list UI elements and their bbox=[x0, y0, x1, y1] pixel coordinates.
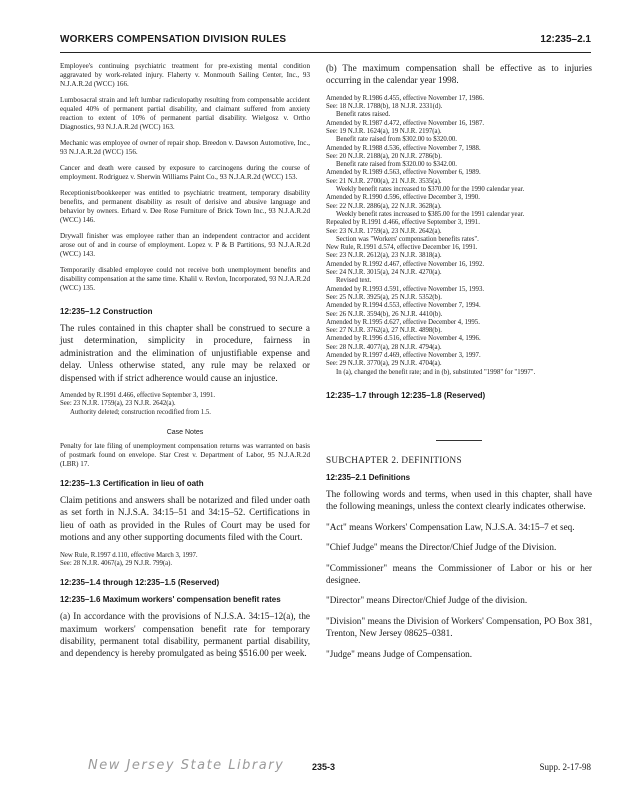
history-line: Amended by R.1990 d.596, effective December 3, 1990. bbox=[326, 194, 480, 202]
history-line: Benefit rate raised from $302.00 to $320.00. bbox=[336, 136, 457, 144]
history-line: Amended by R.1995 d.627, effective December 4, 1995. bbox=[326, 318, 480, 326]
history-line: Amended by R.1997 d.469, effective November 3, 1997. bbox=[326, 352, 481, 360]
section-heading-1-7: 12:235–1.7 through 12:235–1.8 (Reserved) bbox=[326, 390, 486, 400]
case-note: Mechanic was employee of owner of repair shop. Breedon v. Dawson Automotive, Inc., 93 N.J.A.R.2d (WCC) 156. bbox=[60, 139, 310, 156]
case-note: Employee's continuing psychiatric treatment for pre-existing mental condition aggravated by work-related injury. Flaherty v. Monmouth Sailing Center, Inc., 93 N.J.A.R.2d (WCC) 166. bbox=[60, 62, 310, 88]
history-line: See: 29 N.J.R. 3770(a), 29 N.J.R. 4704(a). bbox=[326, 360, 442, 368]
case-note: Drywall finisher was employee rather than an independent contractor and accident arose out of and in course of employment. Lopez v. P & B Partitions, 93 N.J.A.R.2d (WCC) 143. bbox=[60, 232, 310, 258]
history-line: Section was "Workers' compensation benefits rates". bbox=[336, 235, 479, 243]
section-heading-2-1: 12:235–2.1 Definitions bbox=[326, 472, 411, 482]
history-line: New Rule, R.1997 d.110, effective March 3, 1997. bbox=[60, 551, 198, 559]
history-line: Amended by R.1987 d.472, effective November 16, 1987. bbox=[326, 119, 485, 127]
history-line: Amended by R.1986 d.455, effective November 17, 1986. bbox=[326, 94, 485, 102]
history-line: See: 23 N.J.R. 2612(a), 23 N.J.R. 3818(a). bbox=[326, 252, 442, 260]
definition-item: "Judge" means Judge of Compensation. bbox=[326, 648, 473, 659]
page-footer bbox=[60, 758, 591, 778]
history-line: Weekly benefit rates increased to $385.00 for the 1991 calendar year. bbox=[336, 210, 525, 218]
library-watermark: New Jersey State Library bbox=[88, 758, 285, 773]
section-body-1-6: (a) In accordance with the provisions of N.J.S.A. 34:15–12(a), the maximum workers' compensation benefit rate for temporary disability, permanent total disability, permanent partial disability, and dependency is hereby promulgated as being $516.00 per week. bbox=[60, 611, 310, 659]
history-note-1-2 bbox=[60, 392, 310, 417]
history-line: Amended by R.1988 d.536, effective November 7, 1988. bbox=[326, 144, 481, 152]
history-line: New Rule, R.1991 d.574, effective December 16, 1991. bbox=[326, 244, 478, 252]
history-note-1-3 bbox=[60, 552, 310, 569]
definition-item: "Division" means the Division of Workers' Compensation, PO Box 381, Trenton, New Jersey 08625–0381. bbox=[326, 615, 592, 639]
history-line: See: 23 N.J.R. 1759(a), 23 N.J.R. 2642(a). bbox=[60, 400, 176, 408]
case-note: Receptionist/bookkeeper was entitled to psychiatric treatment, temporary disability benefits, and permanent disability as result of derisive and abusive language and behavior by owners. Erhard v. Dee Rose Furniture of Brick Town Inc., 93 N.J.A.R.2d (WCC) 146. bbox=[60, 189, 310, 224]
section-heading-1-2: 12:235–1.2 Construction bbox=[60, 307, 153, 316]
history-line: Benefit rate raised from $320.00 to $342.00. bbox=[336, 161, 457, 169]
history-line: Repealed by R.1991 d.466, effective September 3, 1991. bbox=[326, 219, 480, 227]
history-line: See: 18 N.J.R. 1788(b), 18 N.J.R. 2331(d). bbox=[326, 103, 443, 111]
definition-item: "Commissioner" means the Commissioner of Labor or his or her designee. bbox=[326, 562, 592, 585]
history-line: Weekly benefit rates increased to $370.00 for the 1990 calendar year. bbox=[336, 186, 525, 194]
history-line: See: 27 N.J.R. 3762(a), 27 N.J.R. 4898(b). bbox=[326, 327, 442, 335]
history-line: See: 24 N.J.R. 3015(a), 24 N.J.R. 4270(a). bbox=[326, 269, 442, 277]
history-line: Amended by R.1993 d.591, effective November 15, 1993. bbox=[326, 285, 485, 293]
history-line: See: 26 N.J.R. 3594(b), 26 N.J.R. 4410(b). bbox=[326, 310, 443, 318]
header-section-number: 12:235–2.1 bbox=[540, 34, 591, 45]
history-line: In (a), changed the benefit rate; and in (b), substituted "1998" for "1997". bbox=[336, 368, 536, 376]
supplement-date: Supp. 2-17-98 bbox=[539, 762, 591, 772]
history-line: Amended by R.1996 d.516, effective November 4, 1996. bbox=[326, 335, 481, 343]
case-notes-list bbox=[60, 62, 310, 293]
section-body-1-3: Claim petitions and answers shall be notarized and filed under oath as set forth in N.J.S.A. 34:15–51 and 34:15–52. Certifications in lieu of oath as provided in the Rules of Court may be used for motions and any other supporting documents filed with the Court. bbox=[60, 494, 310, 543]
subchapter-title: SUBCHAPTER 2. DEFINITIONS bbox=[326, 454, 462, 465]
case-note: Temporarily disabled employee could not receive both unemployment benefits and disability compensation at the same time. Khalil v. Revlon, Incorporated, 93 N.J.A.R.2d (WCC) 135. bbox=[60, 266, 310, 292]
case-note: Cancer and death were caused by exposure to carcinogens during the course of employment. Rodriguez v. Sherwin Williams Paint Co., 93 N.J.A.R.2d (WCC) 153. bbox=[60, 164, 310, 181]
section-heading-1-6: 12:235–1.6 Maximum workers' compensation benefit rates bbox=[60, 595, 281, 605]
history-line: Revised text. bbox=[336, 277, 372, 285]
history-line: See: 28 N.J.R. 4077(a), 28 N.J.R. 4794(a). bbox=[326, 343, 442, 351]
left-column bbox=[60, 62, 310, 660]
right-column bbox=[326, 62, 592, 668]
history-note-1-6 bbox=[326, 95, 592, 377]
section-body-1-2: The rules contained in this chapter shall be construed to secure a just determination, simplicity in procedure, fairness in administration and the elimination of unjustifiable expense and delay. Unless otherwise stated, any rule may be relaxed or dispensed with if strict adherence would cause an injustice. bbox=[60, 323, 310, 383]
section-divider bbox=[436, 440, 482, 441]
section-heading-1-4: 12:235–1.4 through 12:235–1.5 (Reserved) bbox=[60, 578, 220, 588]
section-body-1-6b: (b) The maximum compensation shall be effective as to injuries occurring in the calendar year 1998. bbox=[326, 63, 592, 86]
definition-item: "Chief Judge" means the Director/Chief Judge of the Division. bbox=[326, 542, 557, 553]
page-number: 235-3 bbox=[312, 762, 336, 772]
history-line: See: 19 N.J.R. 1624(a), 19 N.J.R. 2197(a). bbox=[326, 128, 442, 135]
case-note: Lumbosacral strain and left lumbar radiculopathy resulting from compensable accident equaled 40% of permanent partial disability, and claimant suffered from anxiety reaction to extent of 10% of permanent partial disability. Wielgosz v. Ortho Diagnostics, 93 N.J.A.R.2d (WCC) 163. bbox=[60, 96, 310, 131]
history-line: See: 28 N.J.R. 4067(a), 29 N.J.R. 799(a). bbox=[60, 559, 173, 567]
history-line: See: 21 N.J.R. 2700(a), 21 N.J.R. 3535(a). bbox=[326, 177, 442, 185]
history-line: Amended by R.1992 d.467, effective November 16, 1992. bbox=[326, 260, 485, 268]
history-line: Authority deleted; construction recodified from 1.5. bbox=[70, 408, 211, 416]
history-line: See: 22 N.J.R. 2886(a), 22 N.J.R. 3628(a). bbox=[326, 202, 442, 210]
definitions-intro: The following words and terms, when used in this chapter, shall have the following meanings, unless the context clearly indicates otherwise. bbox=[326, 488, 592, 512]
history-line: Amended by R.1994 d.553, effective November 7, 1994. bbox=[326, 302, 481, 310]
history-line: Amended by R.1991 d.466, effective September 3, 1991. bbox=[60, 392, 216, 400]
definition-item: "Act" means Workers' Compensation Law, N.J.S.A. 34:15–7 et seq. bbox=[326, 521, 575, 532]
history-line: Amended by R.1989 d.563, effective November 6, 1989. bbox=[326, 169, 481, 177]
section-heading-1-3: 12:235–1.3 Certification in lieu of oath bbox=[60, 478, 204, 488]
history-line: Benefit rates raised. bbox=[336, 111, 391, 119]
running-header bbox=[60, 34, 591, 53]
history-line: See: 20 N.J.R. 2188(a), 20 N.J.R. 2786(b). bbox=[326, 152, 442, 160]
case-note: Penalty for late filing of unemployment compensation returns was warranted on basis of postmark found on envelope. Star Crest v. Department of Labor, 95 N.J.A.R.2d (LBR) 17. bbox=[60, 441, 310, 468]
header-title: WORKERS COMPENSATION DIVISION RULES bbox=[60, 34, 287, 45]
case-notes-title: Case Notes bbox=[166, 428, 204, 436]
history-line: See: 25 N.J.R. 3925(a), 25 N.J.R. 5352(b). bbox=[326, 293, 442, 301]
history-line: See: 23 N.J.R. 1759(a), 23 N.J.R. 2642(a). bbox=[326, 227, 442, 235]
definition-item: "Director" means Director/Chief Judge of the division. bbox=[326, 595, 528, 606]
